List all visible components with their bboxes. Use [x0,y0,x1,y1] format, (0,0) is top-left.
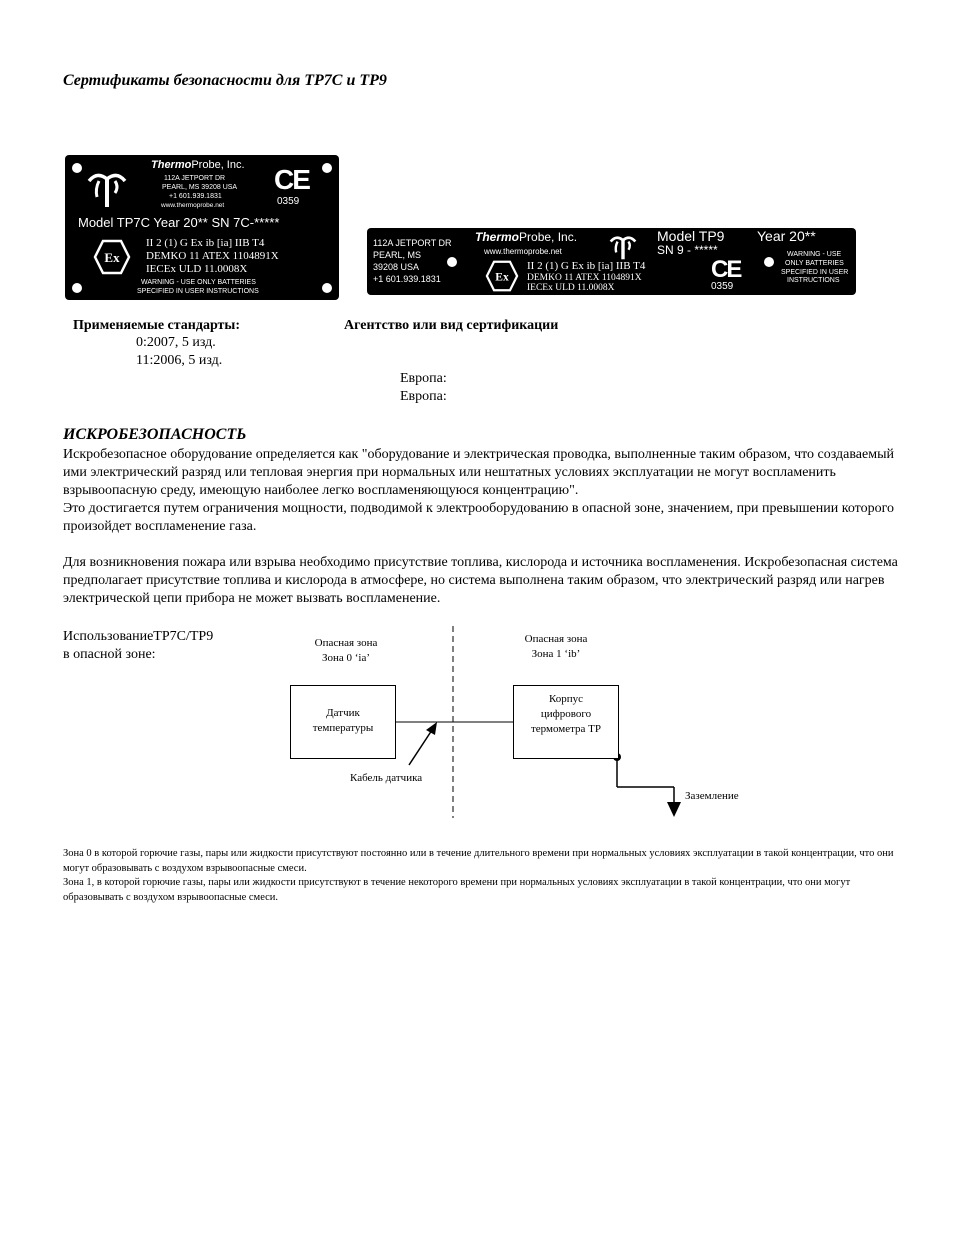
cert-line-3: IECEx ULD 11.0008X [527,283,615,293]
cert-line-3: IECEx ULD 11.0008X [146,263,248,275]
cable-arrow-shaft [409,730,432,765]
company-name: ThermoProbe, Inc. [475,230,578,244]
section-heading: ИСКРОБЕЗОПАСНОСТЬ [63,426,247,443]
thermometer-body-box: Корпус цифрового термометра TP [513,685,619,759]
standard-line-2: 11:2006, 5 изд. [136,353,223,368]
warning-line-2: ONLY BATTERIES [785,260,844,267]
company-address-2: PEARL, MS [373,250,422,260]
cable-label: Кабель датчика [350,772,423,784]
warning-line-1: WARNING - USE ONLY BATTERIES [141,279,256,286]
serial-number: SN 9 - ***** [657,243,718,257]
zone1-label: Опасная зона Зона 1 ‘ib’ [524,633,588,660]
cert-line-2: DEMKO 11 ATEX 1104891X [146,250,279,262]
ground-arrow-icon [667,802,681,817]
ce-mark-icon: CE [274,164,309,195]
standard-line-1: 0:2007, 5 изд. [136,335,216,350]
agency-heading: Агентство или вид сертификации [344,318,559,333]
paragraph-2: Это достигается путем ограничения мощности, подводимой к электрооборудованию в опасной зоне, значением, при превышении которого произойдет воспламенение газа. [63,501,894,534]
year-label: Year 20** [757,228,816,244]
model-line: Model TP7C Year 20** SN 7C-***** [78,215,280,230]
paragraph-3: Для возникновения пожара или взрыва необходимо присутствие топлива, кислорода и источника воспламенения. Искробезопасная система предполагает присутствие топлива и кислорода в атмосфере, но система выполнена таким образом, что электрический разряд или нагрев электрической цепи прибора не может вызвать воспламенение. [63,555,898,606]
ce-number: 0359 [711,281,734,292]
paragraph-1: Искробезопасное оборудование определяется как "оборудование и электрическая проводка, выполненные таким образом, что создаваемый ими электрический разряд или тепловая энергия при нормальных или нештатных условиях эксплуатации не могут воспламенить взрывоопасную среду, имеющую наиболее легко воспламеняющуюся концентрацию". [63,447,894,498]
ce-mark-icon: CE [711,256,741,283]
cert-line-1: II 2 (1) G Ex ib [ia] IIB T4 [146,237,265,249]
ex-symbol: Ex [495,271,509,284]
standards-heading: Применяемые стандарты: [73,318,241,333]
warning-line-2: SPECIFIED IN USER INSTRUCTIONS [137,288,259,295]
usage-line-2: в опасной зоне: [63,647,156,662]
company-web: www.thermoprobe.net [161,202,225,209]
cable-arrow-head-icon [426,722,437,735]
company-phone: +1 601.939.1831 [169,193,222,200]
company-address-1: 112A JETPORT DR [373,238,452,248]
cert-line-1: II 2 (1) G Ex ib [ia] IIB T4 [527,260,646,272]
zone0-label: Опасная зона Зона 0 ‘ia’ [314,637,378,664]
ce-number: 0359 [277,196,300,207]
ex-symbol: Ex [104,250,120,265]
region-2: Европа: [400,389,447,404]
usage-line-1: ИспользованиеTP7C/TP9 [63,629,214,644]
zone1-note: Зона 1, в которой горючие газы, пары или жидкости присутствуют в течение некоторого времени при нормальных условиях эксплуатации в такой концентрации, что они могут образовывать с воздухом взрывоопасные смеси. [63,877,851,903]
cert-line-2: DEMKO 11 ATEX 1104891X [527,273,642,283]
sensor-box: Датчик температуры [290,685,396,759]
zone-notes [63,847,903,905]
ground-label: Заземление [685,790,739,802]
page-title: Сертификаты безопасности для TP7C и TP9 [63,72,387,89]
company-web: www.thermoprobe.net [484,247,562,256]
company-address-3: 39208 USA [373,262,420,272]
zone0-note: Зона 0 в которой горючие газы, пары или жидкости присутствуют постоянно или в течение длительного времени при нормальных условиях эксплуатации в такой концентрации, что они могут образовывать с воздухом взрывоопасные смеси. [63,848,894,874]
warning-line-4: INSTRUCTIONS [787,277,840,284]
region-1: Европа: [400,371,447,386]
model-label: Model TP9 [657,228,725,244]
company-phone: +1 601.939.1831 [373,274,441,284]
company-name: ThermoProbe, Inc. [151,159,245,171]
company-address-2: PEARL, MS 39208 USA [162,184,238,191]
warning-line-1: WARNING - USE [787,251,842,258]
warning-line-3: SPECIFIED IN USER [781,269,849,276]
company-address-1: 112A JETPORT DR [164,175,226,182]
